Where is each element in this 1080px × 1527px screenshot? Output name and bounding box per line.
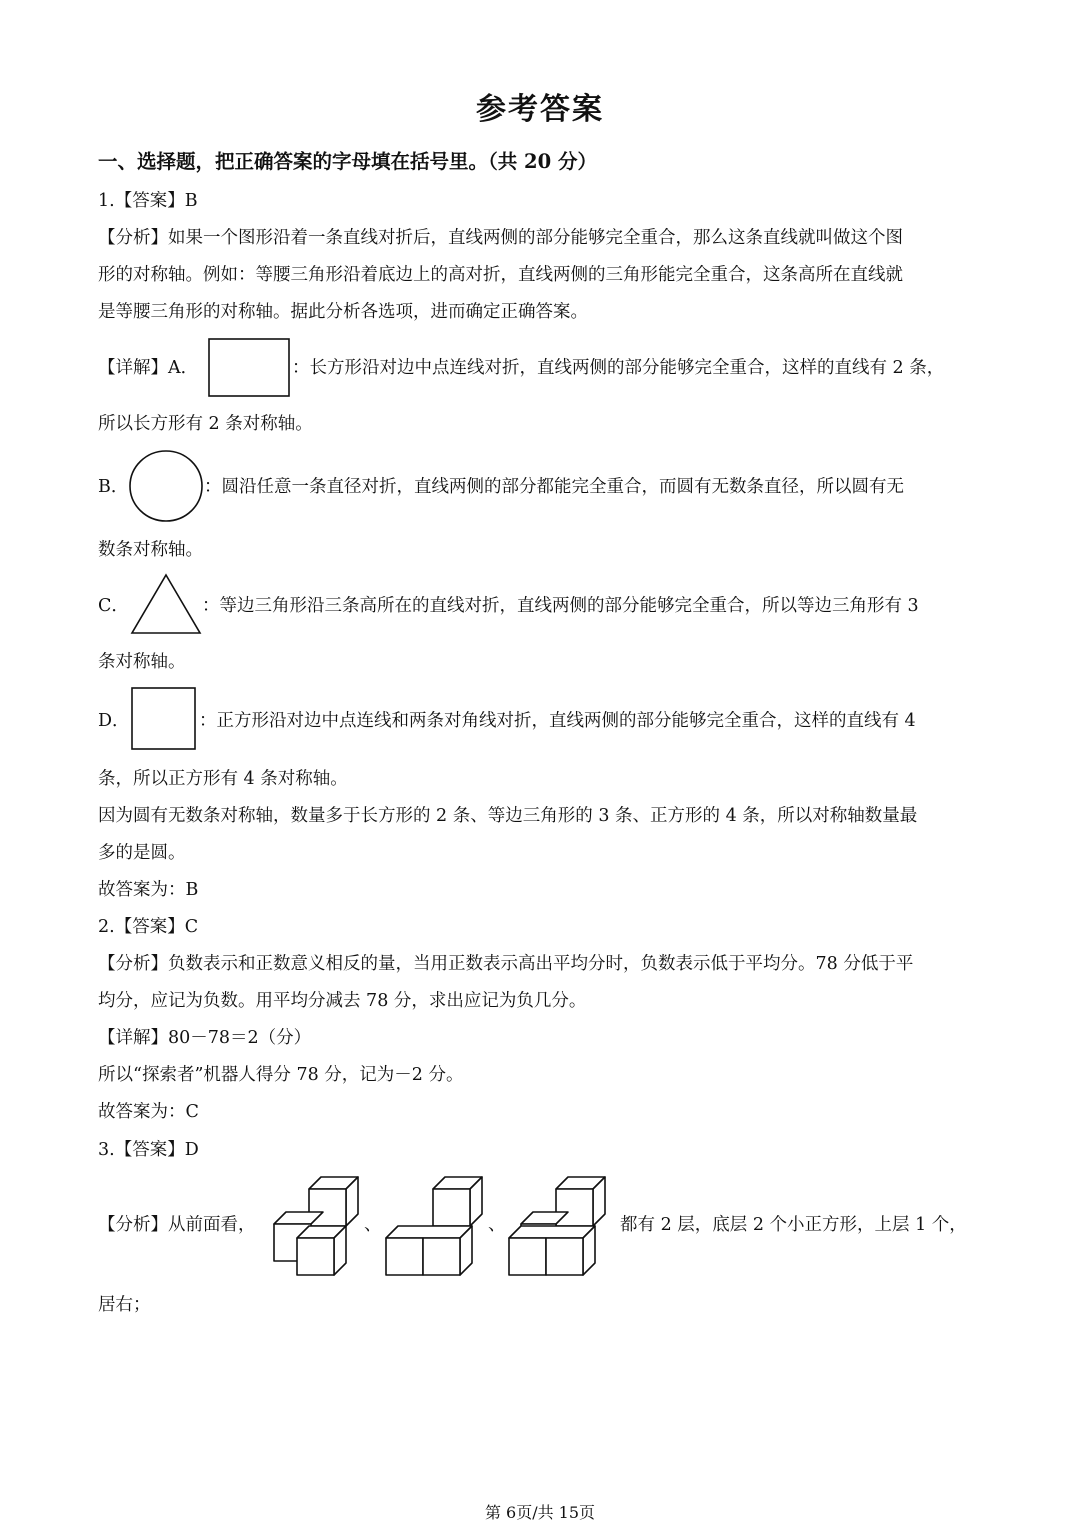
q1-final: 故答案为：B	[98, 880, 199, 900]
cube-figure-3	[507, 1175, 611, 1277]
q1-c-text: ：等边三角形沿三条高所在的直线对折，直线两侧的部分能够完全重合，所以等边三角形有 3	[202, 596, 919, 616]
q3-cont: 居右；	[98, 1295, 151, 1315]
q1-b-cont: 数条对称轴。	[98, 540, 203, 560]
q1-detail-a-text: ：长方形沿对边中点连线对折，直线两侧的部分能够完全重合，这样的直线有 2 条，	[292, 358, 945, 378]
q1-analysis-line-1: 【分析】如果一个图形沿着一条直线对折后，直线两侧的部分能够完全重合，那么这条直线就叫做这个图	[98, 228, 903, 248]
section-heading: 一、选择题，把正确答案的字母填在括号里。（共 20 分）	[98, 150, 597, 173]
circle-figure	[128, 449, 204, 523]
q2-detail-2: 所以“探索者”机器人得分 78 分，记为－2 分。	[98, 1065, 464, 1085]
q2-answer: 2.【答案】C	[98, 917, 199, 937]
q3-answer: 3.【答案】D	[98, 1140, 199, 1160]
cube-figure-1	[272, 1175, 364, 1277]
q2-detail: 【详解】80－78＝2（分）	[98, 1028, 312, 1048]
page-footer: 第 6页/共 15页	[484, 1503, 596, 1522]
q2-analysis-line-1: 【分析】负数表示和正数意义相反的量，当用正数表示高出平均分时，负数表示低于平均分。78 分低于平	[98, 954, 914, 974]
q1-detail-a-prefix: 【详解】A．	[98, 358, 199, 378]
q1-b-prefix: B．	[98, 477, 129, 497]
rectangle-figure	[208, 338, 290, 398]
triangle-figure	[130, 573, 202, 635]
q1-analysis-line-2: 形的对称轴。例如：等腰三角形沿着底边上的高对折，直线两侧的三角形能完全重合，这条高所在直线就	[98, 265, 903, 285]
q1-d-cont: 条，所以正方形有 4 条对称轴。	[98, 769, 348, 789]
q1-answer: 1.【答案】B	[98, 191, 198, 211]
q2-final: 故答案为：C	[98, 1102, 199, 1122]
q1-b-text: ：圆沿任意一条直径对折，直线两侧的部分都能完全重合，而圆有无数条直径，所以圆有无	[204, 477, 904, 497]
square-figure	[131, 687, 197, 751]
q1-detail-a-cont: 所以长方形有 2 条对称轴。	[98, 414, 313, 434]
q1-c-cont: 条对称轴。	[98, 652, 186, 672]
q1-analysis-line-3: 是等腰三角形的对称轴。据此分析各选项，进而确定正确答案。	[98, 302, 588, 322]
q3-separator-2: 、	[488, 1215, 506, 1235]
page-title: 参考答案	[476, 92, 604, 127]
q2-analysis-line-2: 均分，应记为负数。用平均分减去 78 分，求出应记为负几分。	[98, 991, 587, 1011]
q3-prefix: 【分析】从前面看，	[98, 1215, 256, 1235]
cube-figure-2	[384, 1175, 488, 1277]
q3-text: 都有 2 层，底层 2 个小正方形，上层 1 个，	[620, 1215, 967, 1235]
q1-summary-line-2: 多的是圆。	[98, 843, 186, 863]
q1-d-prefix: D．	[98, 711, 130, 731]
q3-separator-1: 、	[364, 1215, 382, 1235]
q1-summary-line-1: 因为圆有无数条对称轴，数量多于长方形的 2 条、等边三角形的 3 条、正方形的 4 条，所以对称轴数量最	[98, 806, 918, 826]
q1-c-prefix: C．	[98, 596, 129, 616]
q1-d-text: ：正方形沿对边中点连线和两条对角线对折，直线两侧的部分能够完全重合，这样的直线有 4	[199, 711, 916, 731]
